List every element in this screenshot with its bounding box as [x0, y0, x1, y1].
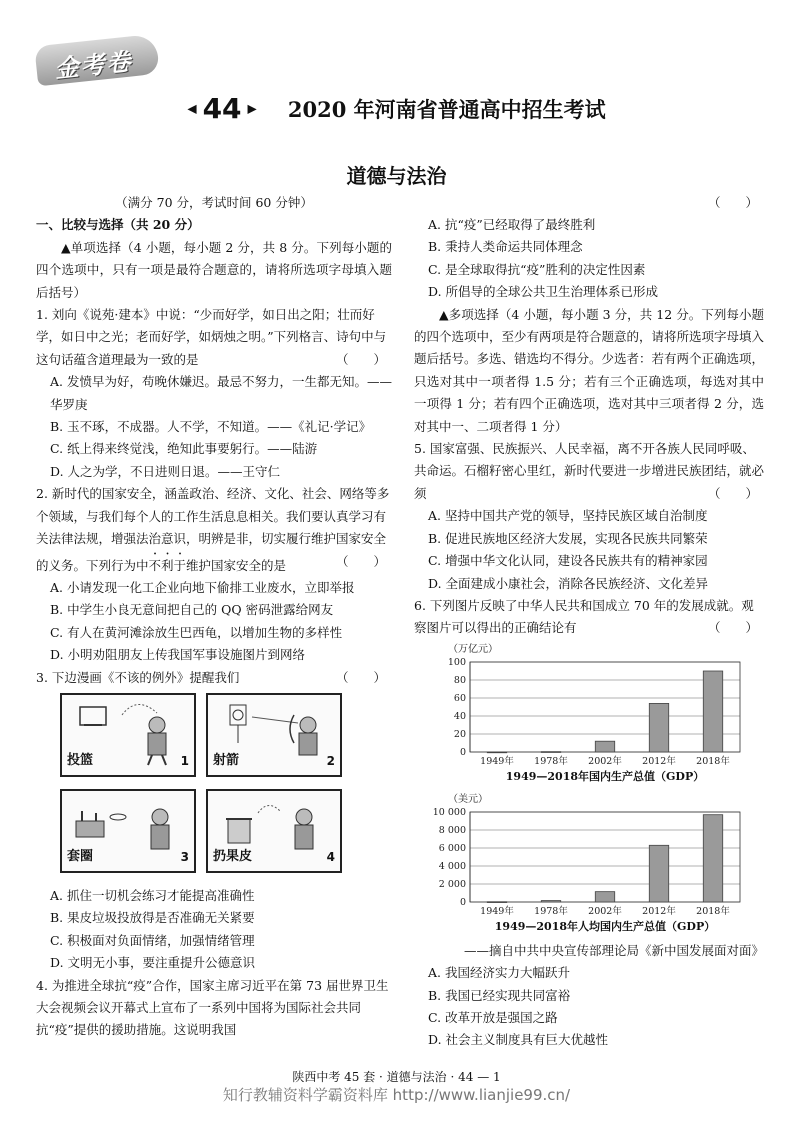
option-b: B. 玉不琢，不成器。人不学，不知道。——《礼记·学记》 — [50, 419, 372, 435]
question-stem: 4. 为推进全球抗“疫”合作，国家主席习近平在第 73 届世界卫生大会视频会议开幕式上宣布了一系列中国将为国际社会共同抗“疫”提供的援助措施。这说明我国 — [36, 977, 389, 1038]
option-d: D. 所倡导的全球公共卫生治理体系已形成 — [428, 284, 659, 300]
option-a: A. 小请发现一化工企业向地下偷排工业废水，立即举报 — [50, 579, 355, 595]
question-stem: 5. 国家富强、民族振兴、人民幸福，离不开各族人民同呼吸、共命运。石榴籽密心里红，新时代要进一步增进民族团结，就必须 — [414, 441, 765, 501]
y-tick-label: 60 — [453, 692, 466, 704]
panel-number: 2 — [326, 753, 335, 768]
x-tick-label: 1949年 — [480, 755, 514, 767]
y-tick-label: 80 — [453, 674, 466, 686]
left-column — [36, 192, 392, 1038]
paper-number: 44 — [202, 92, 242, 125]
answer-bracket: （ ） — [335, 669, 386, 685]
x-tick-label: 2018年 — [696, 755, 730, 767]
cartoon-panel — [60, 789, 196, 873]
plot-frame — [470, 662, 740, 752]
question-6 — [414, 595, 764, 1052]
paper-number-badge — [187, 92, 256, 125]
x-tick-label: 1978年 — [534, 755, 568, 767]
bar — [541, 900, 560, 901]
section-heading: 一、比较与选择（共 20 分） — [36, 217, 200, 233]
watermark-text: 知行教辅资料学霸资料库 http://www.lianjie99.cn/ — [222, 1086, 571, 1104]
y-tick-label: 6 000 — [438, 842, 466, 854]
question-stem: 2. 新时代的国家安全，涵盖政治、经济、文化、社会、网络等多个领域，与我们每个人的工作生活息息相关。我们要认真学习有关法律法规，增强法治意识，明辨是非，切实履行维护国家安全的义务。下列行为中 — [36, 486, 390, 573]
panel-label: 扔果皮 — [213, 848, 253, 864]
x-tick-label: 2002年 — [588, 755, 622, 767]
option-b: B. 中学生小良无意间把自己的 QQ 密码泄露给网友 — [50, 602, 334, 618]
bar — [595, 741, 614, 752]
single-choice-instructions: ▲单项选择（4 小题，每小题 2 分，共 8 分。下列每小题的四个选项中，只有一项是最符合题意的，请将所选项字母填入题后括号） — [36, 239, 392, 300]
option-b: B. 我国已经实现共同富裕 — [428, 987, 571, 1003]
y-tick-label: 2 000 — [438, 878, 466, 890]
chart-source: ——摘自中共中央宣传部理论局《新中国发展面对面》 — [463, 942, 764, 958]
option-b: B. 秉持人类命运共同体理念 — [428, 239, 583, 255]
option-a: A. 发愤早为好，苟晚休嫌迟。最忌不努力，一生都无知。——华罗庚 — [50, 374, 392, 412]
multi-choice-instructions: ▲多项选择（4 小题，每小题 3 分，共 12 分。下列每小题的四个选项中，至少有两项是符合题意的，请将所选项字母填入题后括号。多选、错选均不得分。少选者：若有两个正确选项，只选对其中一项者得 1.5 分；若有三个正确选项，每选对其中一项得 1 分；若有四个正确选项，选对其中三项者得 2 分，选对其中一、二项者得 1 分） — [414, 306, 765, 434]
question-1 — [36, 304, 392, 483]
option-a: A. 抓住一切机会练习才能提高准确性 — [50, 887, 255, 903]
x-tick-label: 2018年 — [696, 905, 730, 917]
y-tick-label: 100 — [447, 656, 466, 668]
x-tick-label: 1978年 — [534, 905, 568, 917]
cartoon-panel — [60, 693, 196, 777]
exam-title: 2020 年河南省普通高中招生考试 — [287, 96, 606, 122]
y-tick-label: 10 000 — [432, 806, 466, 818]
right-column — [414, 192, 764, 1052]
y-tick-label: 40 — [453, 710, 466, 722]
bar — [487, 901, 506, 902]
option-b: B. 促进民族地区经济大发展，实现各民族共同繁荣 — [428, 530, 708, 546]
option-a: A. 我国经济实力大幅跃升 — [428, 965, 570, 981]
gdp-chart — [424, 640, 764, 790]
x-tick-label: 1949年 — [480, 905, 514, 917]
panel-label: 投篮 — [67, 752, 94, 768]
option-d: D. 人之为学，不日进则日退。——王守仁 — [50, 463, 281, 479]
bar — [649, 703, 668, 752]
panel-number: 1 — [180, 753, 189, 768]
question-stem: 6. 下列图片反映了中华人民共和国成立 70 年的发展成就。观察图片可以得出的正确结论有 — [414, 597, 754, 636]
x-tick-label: 2012年 — [642, 905, 676, 917]
option-c: C. 增强中华文化认同，建设各民族共有的精神家园 — [428, 553, 708, 569]
y-tick-label: 0 — [459, 896, 466, 908]
answer-bracket: （ ） — [707, 485, 758, 501]
answer-bracket: （ ） — [335, 351, 386, 367]
option-d: D. 全面建成小康社会，消除各民族经济、文化差异 — [428, 575, 709, 591]
option-c: C. 积极面对负面情绪，加强情绪管理 — [50, 932, 255, 948]
bar — [595, 891, 614, 901]
question-2 — [36, 483, 392, 666]
question-stem: 1. 刘向《说苑·建本》中说：“少而好学，如日出之阳；壮而好学，如日中之光；老而好学，如炳烛之明。”下列格言、诗句中与这句话蕴含道理最为一致的是 — [36, 307, 387, 367]
logo-text: 金考卷 — [53, 46, 134, 84]
cartoon-grid — [60, 693, 400, 879]
brand-logo — [34, 34, 160, 87]
panel-number: 3 — [180, 849, 189, 864]
emphasized-text: 不利于 — [148, 557, 187, 573]
chart-title: 1949—2018年国内生产总值（GDP） — [505, 769, 705, 783]
cartoon-panel — [206, 789, 342, 873]
answer-bracket: （ ） — [707, 620, 758, 636]
exam-header — [0, 92, 793, 132]
answer-bracket: （ ） — [335, 553, 386, 569]
bar — [487, 752, 506, 753]
bar — [703, 814, 722, 901]
page-footer: 陕西中考 45 套 · 道德与法治 · 44 — 1 — [292, 1070, 501, 1084]
per-capita-gdp-chart — [424, 790, 764, 940]
question-stem: 3. 下边漫画《不该的例外》提醒我们 — [36, 669, 240, 685]
option-d: D. 小明劝阻朋友上传我国军事设施图片到网络 — [50, 647, 306, 663]
panel-label: 射箭 — [213, 752, 240, 768]
y-axis-label: （万亿元） — [448, 643, 498, 655]
plot-frame — [470, 812, 740, 902]
y-tick-label: 8 000 — [438, 824, 466, 836]
option-d: D. 文明无小事，要注重提升公德意识 — [50, 955, 256, 971]
triangle-left-icon: ◀ — [187, 101, 197, 116]
per-capita-gdp-bar-chart — [424, 790, 754, 940]
x-tick-label: 2012年 — [642, 755, 676, 767]
x-tick-label: 2002年 — [588, 905, 622, 917]
answer-bracket: （ ） — [707, 195, 758, 210]
triangle-right-icon: ▶ — [247, 101, 257, 116]
option-c: C. 改革开放是强国之路 — [428, 1009, 558, 1025]
option-a: A. 抗“疫”已经取得了最终胜利 — [428, 217, 596, 232]
y-axis-label: （美元） — [448, 793, 488, 805]
question-4-start — [36, 975, 392, 1038]
option-a: A. 坚持中国共产党的领导，坚持民族区域自治制度 — [428, 508, 708, 524]
bar — [541, 751, 560, 752]
exam-info: （满分 70 分，考试时间 60 分钟） — [115, 195, 313, 210]
cartoon-panel — [206, 693, 342, 777]
subject-title: 道德与法治 — [346, 164, 447, 188]
question-3 — [36, 667, 392, 975]
bar — [703, 671, 722, 752]
option-c: C. 纸上得来终觉浅，绝知此事要躬行。——陆游 — [50, 441, 318, 457]
panel-number: 4 — [326, 849, 335, 864]
y-tick-label: 0 — [459, 746, 466, 758]
bar — [649, 845, 668, 902]
option-b: B. 果皮垃圾投放得是否准确无关紧要 — [50, 910, 255, 926]
option-c: C. 有人在黄河滩涂放生巴西龟，以增加生物的多样性 — [50, 624, 343, 640]
y-tick-label: 20 — [453, 728, 466, 740]
y-tick-label: 4 000 — [438, 860, 466, 872]
option-c: C. 是全球取得抗“疫”胜利的决定性因素 — [428, 261, 646, 277]
option-d: D. 社会主义制度具有巨大优越性 — [428, 1032, 609, 1048]
panel-label: 套圈 — [67, 848, 94, 864]
question-5 — [414, 438, 764, 595]
question-stem-end: 维护国家安全的是 — [186, 557, 287, 573]
question-4-continued — [414, 192, 764, 214]
gdp-bar-chart — [424, 640, 754, 790]
chart-title: 1949—2018年人均国内生产总值（GDP） — [494, 919, 716, 933]
